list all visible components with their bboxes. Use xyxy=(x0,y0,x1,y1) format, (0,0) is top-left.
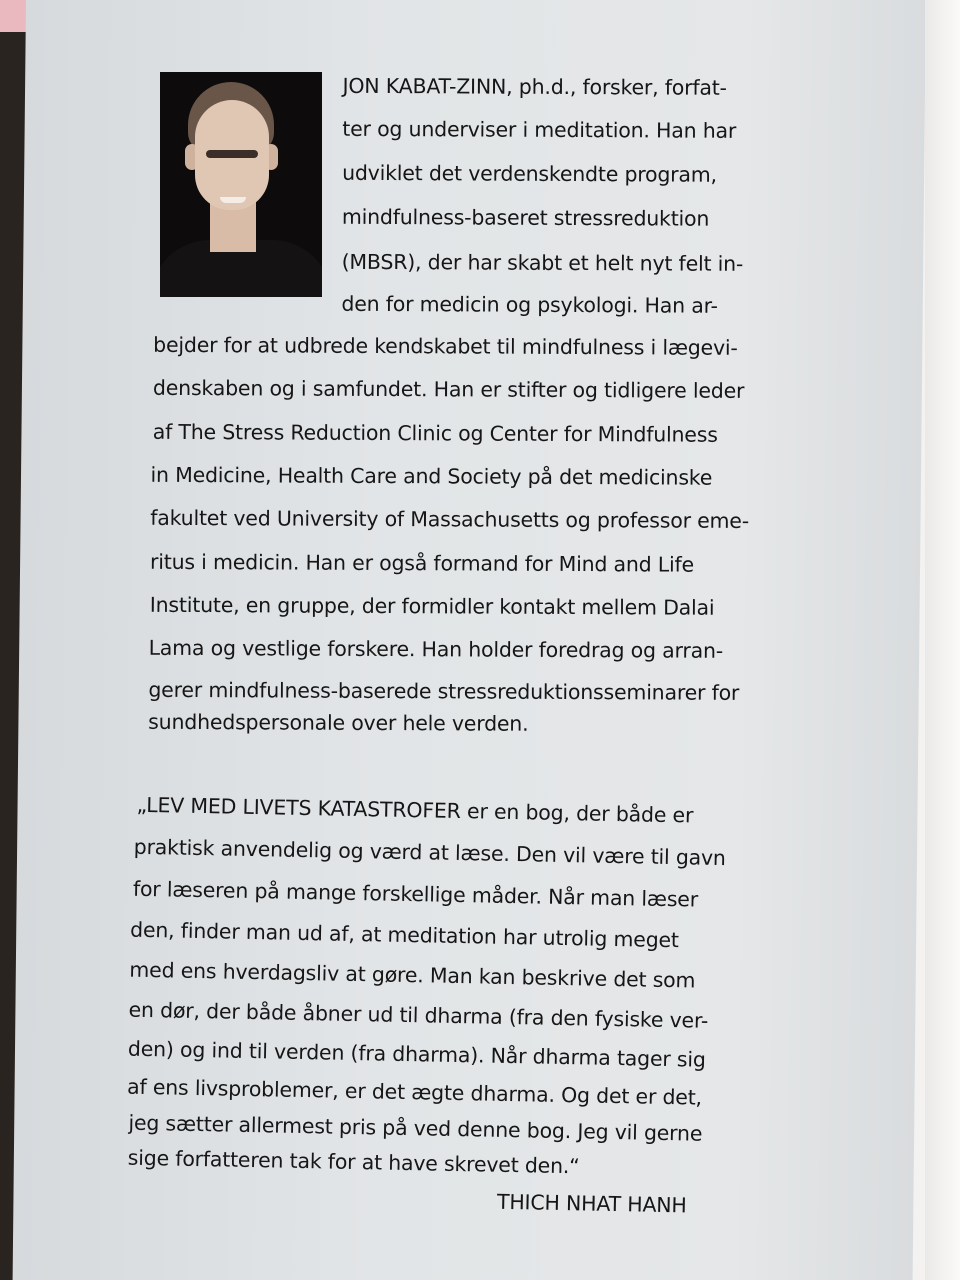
background xyxy=(925,0,960,1280)
quote-line: af ens livsproblemer, er det ægte dharma. Og det er det, xyxy=(126,1074,703,1110)
bio-line: fakultet ved University of Massachusetts og professor eme- xyxy=(150,505,750,533)
quote-line: den, finder man ud af, at meditation har utrolig meget xyxy=(129,917,680,953)
quote-line: sige forfatteren tak for at have skrevet den.“ xyxy=(127,1145,580,1179)
author-photo xyxy=(160,72,322,297)
quote-line: en dør, der både åbner ud til dharma (fra den fysiske ver- xyxy=(128,997,709,1033)
bio-line: JON KABAT-ZINN, ph.d., forsker, forfat- xyxy=(342,73,727,100)
bio-line: den for medicin og psykologi. Han ar- xyxy=(341,291,718,318)
bio-line: gerer mindfulness-baserede stressreduktionsseminarer for xyxy=(148,677,740,705)
quote-line: den) og ind til verden (fra dharma). Når dharma tager sig xyxy=(127,1036,706,1072)
quote-line: praktisk anvendelig og værd at læse. Den vil være til gavn xyxy=(133,834,726,871)
bio-line: af The Stress Reduction Clinic og Center for Mindfulness xyxy=(152,419,718,447)
bio-line: Lama og vestlige forskere. Han holder foredrag og arran- xyxy=(148,635,724,663)
bio-line: Institute, en gruppe, der formidler kontakt mellem Dalai xyxy=(149,592,715,620)
bio-line: mindfulness-baseret stressreduktion xyxy=(341,204,710,231)
bio-line: udviklet det verdenskendte program, xyxy=(342,160,717,187)
bio-line: ritus i medicin. Han er også formand for Mind and Life xyxy=(149,549,695,577)
bio-line: sundhedspersonale over hele verden. xyxy=(148,709,529,736)
bio-line: bejder for at udbrede kendskabet til mindfulness i lægevi- xyxy=(153,332,738,360)
quote-attribution: THICH NHAT HANH xyxy=(496,1189,687,1218)
quote-line: jeg sætter allermest pris på ved denne bog. Jeg vil gerne xyxy=(128,1110,703,1146)
quote-line: for læseren på mange forskellige måder. Når man læser xyxy=(132,876,699,912)
bio-line: in Medicine, Health Care and Society på det medicinske xyxy=(150,462,713,490)
bio-line: ter og underviser i meditation. Han har xyxy=(342,116,737,143)
quote-line: „LEV MED LIVETS KATASTROFER er en bog, der både er xyxy=(136,792,694,828)
pink-corner xyxy=(0,0,26,32)
bio-line: denskaben og i samfundet. Han er stifter og tidligere leder xyxy=(152,375,745,403)
quote-line: med ens hverdagsliv at gøre. Man kan beskrive det som xyxy=(129,957,696,993)
bio-line: (MBSR), der har skabt et helt nyt felt in- xyxy=(341,249,744,276)
